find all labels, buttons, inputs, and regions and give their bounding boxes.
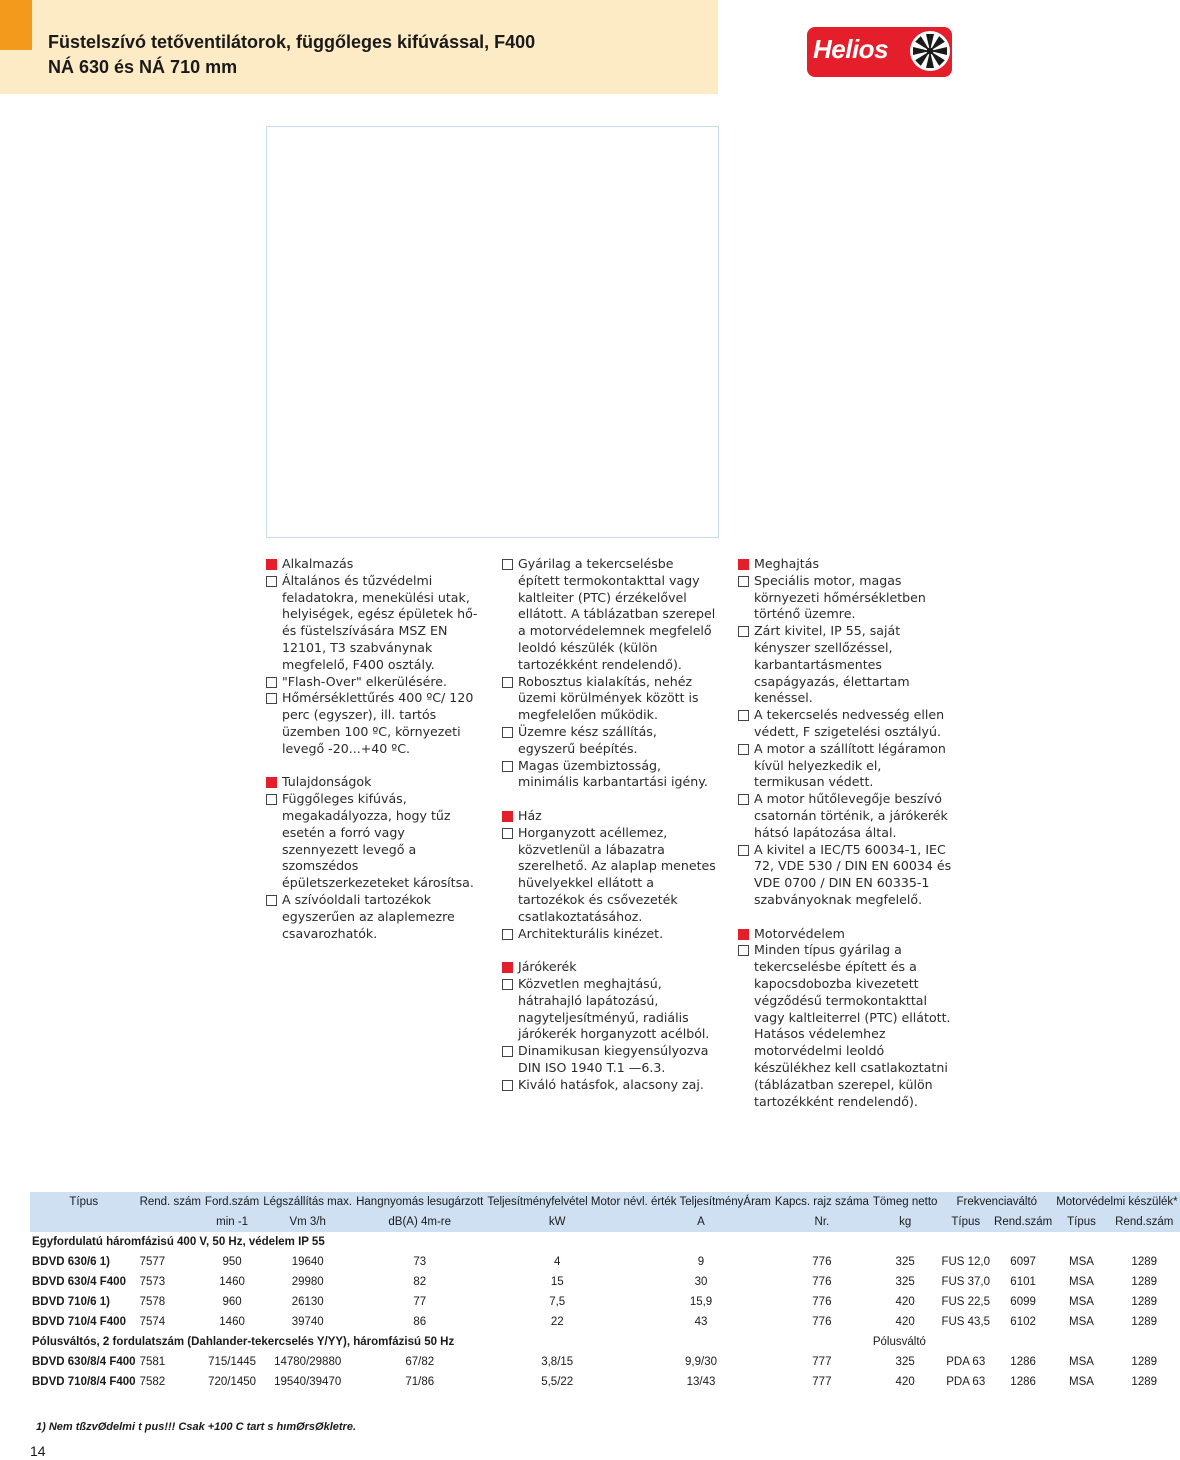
value-cell: FUS 43,5 [941,1316,991,1328]
bullet-item: Architekturális kinézet. [502,926,718,943]
value-cell: 420 [895,1316,915,1328]
value-cell: MSA [1069,1376,1094,1388]
bullet-item: A motor hűtőlevegője beszívó csatornán történik, a járókerék hátsó lapátozása által. [738,791,954,841]
section-alkalmazas [266,556,482,758]
checkbox-square-icon [266,677,277,688]
checkbox-square-icon [738,845,749,856]
bullet-item: Közvetlen meghajtású, hátrahajló lapátozású, nagyteljesítményű, radiális járókerék horganyzott acélból. [502,976,718,1043]
section-general [502,556,718,791]
value-cell: 6102 [1010,1316,1036,1328]
value-cell: 43 [694,1316,708,1328]
value-cell: 1289 [1131,1316,1158,1328]
bullet-item: Robosztus kialakítás, nehéz üzemi körülmények között is megfelelően működik. [502,674,718,724]
value-cell: 1289 [1131,1376,1158,1388]
value-cell: 14780/29880 [274,1356,342,1368]
section-heading: Alkalmazás [266,556,482,573]
value-cell: MSA [1069,1356,1094,1368]
section-heading: Tulajdonságok [266,774,482,791]
unit-cell: kg [871,1212,940,1232]
value-cell: 325 [895,1256,915,1268]
type-cell: BDVD 710/6 1) [32,1296,110,1308]
helios-logo [807,27,952,77]
table-body-1 [30,1252,1180,1332]
section-label: Pólusváltós, 2 fordulatszám (Dahlander-tekercselés Y/YY), háromfázisú 50 Hz [32,1336,455,1348]
value-cell: 1289 [1131,1296,1158,1308]
checkbox-square-icon [502,929,513,940]
value-cell: 776 [812,1276,832,1288]
value-cell: MSA [1069,1256,1094,1268]
value-cell: PDA 63 [946,1356,986,1368]
table-row [30,1352,1180,1372]
value-cell: 71/86 [405,1376,435,1388]
value-cell: 1289 [1131,1256,1158,1268]
text-column-3 [738,556,954,1127]
value-cell: 420 [895,1376,915,1388]
type-cell: BDVD 630/8/4 F400 [32,1356,136,1368]
value-cell: FUS 12,0 [941,1256,991,1268]
logo-text: Helios [813,34,889,64]
bullet-item: Kiváló hatásfok, alacsony zaj. [502,1077,718,1094]
value-cell: 15,9 [689,1296,713,1308]
header-cell: Rend. szám [138,1192,203,1212]
text-column-2 [502,556,718,1110]
header-cell: Ford.szám [203,1192,261,1212]
red-square-icon [502,811,513,822]
value-cell: 7578 [139,1296,166,1308]
value-cell: 77 [413,1296,427,1308]
table-body-2 [30,1352,1180,1392]
value-cell: 776 [812,1296,832,1308]
header-cell: Teljesítményfelvétel Motor névl. érték TeljesítményÁram [485,1192,773,1212]
value-cell: 325 [895,1276,915,1288]
value-cell: FUS 22,5 [941,1296,991,1308]
bullet-item: "Flash-Over" elkerülésére. [266,674,482,691]
header-cell: Légszállítás max. [261,1192,354,1212]
value-cell: 1460 [219,1276,245,1288]
value-cell: 7574 [139,1316,166,1328]
section-haz [502,808,718,942]
page-number: 14 [30,1443,46,1459]
value-cell: 960 [222,1296,242,1308]
unit-cell: Nr. [773,1212,871,1232]
unit-cell [138,1212,203,1232]
unit-cell: dB(A) 4m-re [354,1212,485,1232]
type-cell: BDVD 710/8/4 F400 [32,1376,136,1388]
header-cell: Tömeg netto [871,1192,940,1212]
red-square-icon [266,777,277,788]
red-square-icon [738,559,749,570]
checkbox-square-icon [502,828,513,839]
value-cell: 6101 [1010,1276,1036,1288]
bullet-item: A kivitel a IEC/T5 60034-1, IEC 72, VDE 530 / DIN EN 60034 és VDE 0700 / DIN EN 60335-1 szabványoknak megfelelő. [738,842,954,909]
checkbox-square-icon [738,794,749,805]
unit-cell: kW [485,1212,629,1232]
unit-cell: A [629,1212,773,1232]
value-cell: 6097 [1010,1256,1036,1268]
value-cell: 22 [550,1316,564,1328]
checkbox-square-icon [738,744,749,755]
bullet-item: Zárt kivitel, IP 55, saját kényszer szellőzéssel, karbantartásmentes csapágyazás, élettartam kenéssel. [738,623,954,707]
table-row [30,1372,1180,1392]
value-cell: 86 [413,1316,427,1328]
header-cell: Frekvenciaváltó [939,1192,1054,1212]
red-square-icon [502,962,513,973]
value-cell: 1286 [1010,1376,1036,1388]
table-header-row [30,1192,1180,1212]
value-cell: 13/43 [686,1376,716,1388]
value-cell: 950 [222,1256,242,1268]
value-cell: MSA [1069,1316,1094,1328]
bullet-item: Hőmérséklettűrés 400 ºC/ 120 perc (egyszer), ill. tartós üzemben 100 ºC, környezeti levegő -20...+40 ºC. [266,690,482,757]
unit-cell: min -1 [203,1212,261,1232]
value-cell: MSA [1069,1276,1094,1288]
checkbox-square-icon [738,576,749,587]
value-cell: MSA [1069,1296,1094,1308]
unit-cell: Rend.szám [992,1212,1054,1232]
value-cell: 30 [694,1276,708,1288]
value-cell: 777 [812,1376,832,1388]
checkbox-square-icon [738,710,749,721]
value-cell: 1460 [219,1316,245,1328]
type-cell: BDVD 630/6 1) [32,1256,110,1268]
value-cell: 19640 [291,1256,324,1268]
spec-table [30,1192,1180,1392]
unit-cell: Vm 3/h [261,1212,354,1232]
value-cell: 4 [554,1256,561,1268]
value-cell: 776 [812,1256,832,1268]
value-cell: 19540/39470 [274,1376,342,1388]
header-cell: Hangnyomás lesugárzott [354,1192,485,1212]
section-row [30,1232,1180,1252]
section-jarokerek [502,959,718,1093]
value-cell: 29980 [291,1276,324,1288]
checkbox-square-icon [266,794,277,805]
bullet-item: Minden típus gyárilag a tekercselésbe épített és a kapocsdobozba kivezetett végződésű termokontakttal vagy kaltleiterrel (PTC) ellátott. Hatásos védelemhez motorvédelmi leoldó készülékhez kell csatlakoztatni (táblázatban szerepel, külön tartozékként rendelendő). [738,942,954,1110]
section-tulajdonsagok [266,774,482,942]
unit-cell: Típus [939,1212,992,1232]
value-cell: 82 [413,1276,427,1288]
header-cell: Kapcs. rajz száma [773,1192,871,1212]
section-motorvedelem [738,926,954,1111]
bullet-item: Speciális motor, magas környezeti hőmérsékletben történő üzemre. [738,573,954,623]
checkbox-square-icon [738,945,749,956]
title-line-1: Füstelszívó tetőventilátorok, függőleges kifúvással, F400 [48,32,536,52]
value-cell: 9 [697,1256,705,1268]
value-cell: FUS 37,0 [941,1276,991,1288]
value-cell: PDA 63 [946,1376,986,1388]
value-cell: 5,5/22 [541,1376,574,1388]
checkbox-square-icon [502,1046,513,1057]
unit-cell [30,1212,138,1232]
bullet-item: A szívóoldali tartozékok egyszerűen az alaplemezre csavarozhatók. [266,892,482,942]
checkbox-square-icon [266,576,277,587]
footnote: 1) Nem tßzvØdelmi t pus!!! Csak +100 C tart s hımØrsØkletre. [36,1421,357,1433]
value-cell: 15 [550,1276,564,1288]
bullet-item: A motor a szállított légáramon kívül helyezkedik el, termikusan védett. [738,741,954,791]
bullet-item: A tekercselés nedvesség ellen védett, F szigetelési osztályú. [738,707,954,741]
value-cell: 67/82 [405,1356,435,1368]
value-cell: 7,5 [549,1296,566,1308]
value-cell: 3,8/15 [541,1356,574,1368]
section-label: Egyfordulatú háromfázisú 400 V, 50 Hz, védelem IP 55 [32,1236,325,1248]
value-cell: 1286 [1010,1356,1036,1368]
value-cell: 73 [413,1256,427,1268]
checkbox-square-icon [502,727,513,738]
table-row [30,1292,1180,1312]
value-cell: 325 [895,1356,915,1368]
bullet-item: Gyárilag a tekercselésbe épített termokontakttal vagy kaltleiter (PTC) érzékelővel ellátott. A táblázatban szerepel a motorvédelemnek megfelelő leoldó készülék (külön tartozékként rendelendő). [502,556,718,674]
bullet-item: Függőleges kifúvás, megakadályozza, hogy tűz esetén a forró vagy szennyezett levegő a szomszédos épületszerkezeteket károsítsa. [266,791,482,892]
value-cell: 777 [812,1356,832,1368]
value-cell: 7573 [139,1276,166,1288]
bullet-item: Dinamikusan kiegyensúlyozva DIN ISO 1940 T.1 —6.3. [502,1043,718,1077]
unit-cell: Rend.szám [1109,1212,1180,1232]
value-cell: 7577 [139,1256,166,1268]
bullet-item: Magas üzembiztosság, minimális karbantartási igény. [502,758,718,792]
section-meghajtas [738,556,954,909]
value-cell: 9,9/30 [685,1356,717,1368]
unit-cell: Típus [1054,1212,1109,1232]
type-cell: BDVD 630/4 F400 [32,1276,126,1288]
checkbox-square-icon [502,1080,513,1091]
header-cell: Motorvédelmi készülék* [1054,1192,1179,1212]
section-heading: Meghajtás [738,556,954,573]
fan-icon [909,30,951,72]
value-cell: 39740 [291,1316,324,1328]
value-cell: 776 [812,1316,832,1328]
value-cell: 26130 [291,1296,324,1308]
section-heading: Járókerék [502,959,718,976]
value-cell: 6099 [1010,1296,1036,1308]
section-heading: Ház [502,808,718,825]
checkbox-square-icon [502,559,513,570]
checkbox-square-icon [266,895,277,906]
type-cell: BDVD 710/4 F400 [32,1316,126,1328]
table-units-row [30,1212,1180,1232]
table-row [30,1272,1180,1292]
title-line-2: NÁ 630 és NÁ 710 mm [48,57,238,77]
red-square-icon [266,559,277,570]
value-cell: 7582 [139,1376,166,1388]
table-row [30,1312,1180,1332]
value-cell: 1289 [1131,1276,1158,1288]
product-image-frame [266,126,719,538]
checkbox-square-icon [738,626,749,637]
checkbox-square-icon [502,761,513,772]
text-column-1 [266,556,482,959]
value-cell: 720/1450 [208,1376,257,1388]
checkbox-square-icon [266,693,277,704]
red-square-icon [738,929,749,940]
value-cell: 1289 [1131,1356,1158,1368]
bullet-item: Üzemre kész szállítás, egyszerű beépítés. [502,724,718,758]
checkbox-square-icon [502,677,513,688]
section-row [30,1332,1180,1352]
bullet-item: Általános és tűzvédelmi feladatokra, menekülési utak, helyiségek, egész épületek hő- és füstelszívására MSZ EN 12101, T3 szabványnak megfelelő, F400 osztály. [266,573,482,674]
page-title [48,30,535,80]
value-cell: 715/1445 [208,1356,257,1368]
section-heading: Motorvédelem [738,926,954,943]
value-cell: 420 [895,1296,915,1308]
value-cell: 7581 [139,1356,166,1368]
section-note: Pólusváltó [872,1336,926,1348]
header-accent [0,0,32,50]
bullet-item: Horganyzott acéllemez, közvetlenül a lábazatra szerelhető. Az alaplap menetes hüvelyekkel ellátott a tartozékok és csővezeték csatlakoztatásához. [502,825,718,926]
table-row [30,1252,1180,1272]
header-cell: Típus [30,1192,138,1212]
checkbox-square-icon [502,979,513,990]
